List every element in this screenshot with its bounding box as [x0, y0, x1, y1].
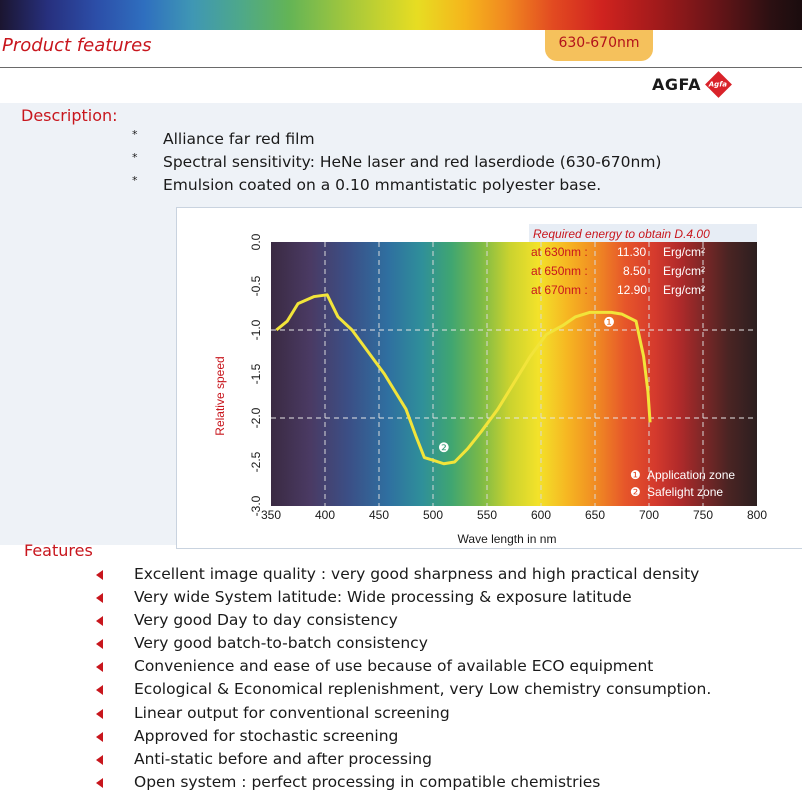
x-axis-ticks: [261, 508, 767, 522]
legend-item-safelight: Safelight zone: [647, 485, 724, 499]
feature-item: Convenience and ease of use because of available ECO equipment: [93, 655, 711, 678]
feature-item: Linear output for conventional screening: [93, 702, 711, 725]
agfa-diamond-icon: Agfa: [705, 71, 732, 98]
svg-text:Erg/cm²: Erg/cm²: [663, 264, 705, 278]
energy-row: [531, 283, 705, 297]
chart-svg: [177, 208, 802, 548]
arrow-left-icon: [96, 732, 103, 742]
asterisk-icon: *: [132, 128, 138, 141]
svg-text:at 630nm :: at 630nm :: [531, 245, 588, 259]
x-tick-label: 650: [584, 508, 606, 522]
curve-marker: ❷: [437, 440, 450, 456]
y-tick-label: -3.0: [249, 495, 264, 517]
feature-item: Excellent image quality : very good sharpness and high practical density: [93, 563, 711, 586]
agfa-logo: [652, 74, 728, 94]
arrow-left-icon: [96, 662, 103, 672]
y-tick-label: -1.0: [249, 319, 264, 341]
spectral-sensitivity-chart: [176, 207, 802, 549]
brand-name: AGFA: [652, 74, 701, 94]
x-axis-label: Wave length in nm: [457, 532, 557, 546]
spectrum-banner: [0, 0, 802, 30]
arrow-left-icon: [96, 570, 103, 580]
x-tick-label: 550: [476, 508, 498, 522]
x-tick-label: 400: [314, 508, 336, 522]
svg-text:11.30: 11.30: [617, 245, 647, 259]
arrow-left-icon: [96, 593, 103, 603]
feature-item: Anti-static before and after processing: [93, 748, 711, 771]
x-tick-label: 500: [422, 508, 444, 522]
description-heading: Description:: [21, 106, 118, 125]
application-zone-icon: ❶: [630, 468, 641, 482]
arrow-left-icon: [96, 755, 103, 765]
x-tick-label: 350: [260, 508, 282, 522]
y-tick-label: -2.5: [249, 451, 264, 473]
feature-item: Open system : perfect processing in compatible chemistries: [93, 771, 711, 794]
description-item: * Emulsion coated on a 0.10 mmantistatic polyester base.: [132, 174, 661, 197]
y-tick-label: -1.5: [249, 363, 264, 385]
asterisk-icon: *: [132, 151, 138, 164]
x-tick-label: 600: [530, 508, 552, 522]
description-item: * Spectral sensitivity: HeNe laser and red laserdiode (630-670nm): [132, 151, 661, 174]
y-tick-label: -2.0: [249, 407, 264, 429]
svg-text:8.50: 8.50: [623, 264, 647, 278]
svg-text:at 670nm :: at 670nm :: [531, 283, 588, 297]
x-tick-label: 800: [746, 508, 768, 522]
curve-marker: ❶: [603, 314, 615, 330]
svg-text:Erg/cm²: Erg/cm²: [663, 245, 705, 259]
y-axis-ticks: [249, 233, 263, 516]
safelight-zone-icon: ❷: [630, 485, 641, 499]
energy-row: [531, 245, 705, 259]
features-list: [93, 563, 711, 794]
description-list: [132, 128, 661, 197]
x-tick-label: 700: [638, 508, 660, 522]
energy-box-title: Required energy to obtain D.4.00: [533, 227, 710, 241]
description-item: * Alliance far red film: [132, 128, 661, 151]
asterisk-icon: *: [132, 174, 138, 187]
x-tick-label: 750: [692, 508, 714, 522]
header: [0, 30, 802, 68]
feature-item: Very good batch-to-batch consistency: [93, 632, 711, 655]
y-tick-label: -0.5: [249, 275, 264, 297]
arrow-left-icon: [96, 778, 103, 788]
arrow-left-icon: [96, 685, 103, 695]
y-axis-label: Relative speed: [213, 356, 227, 436]
plot-area: [271, 242, 757, 506]
feature-item: Very wide System latitude: Wide processing & exposure latitude: [93, 586, 711, 609]
arrow-left-icon: [96, 639, 103, 649]
page-title: Product features: [2, 35, 152, 56]
y-tick-label: 0.0: [249, 233, 264, 251]
feature-item: Approved for stochastic screening: [93, 725, 711, 748]
feature-item: Ecological & Economical replenishment, very Low chemistry consumption.: [93, 678, 711, 701]
wavelength-range-tab: 630-670nm: [545, 30, 653, 61]
x-tick-label: 450: [368, 508, 390, 522]
arrow-left-icon: [96, 709, 103, 719]
svg-text:12.90: 12.90: [617, 283, 648, 297]
svg-text:Erg/cm²: Erg/cm²: [663, 283, 705, 297]
features-heading: Features: [24, 541, 93, 560]
arrow-left-icon: [96, 616, 103, 626]
feature-item: Very good Day to day consistency: [93, 609, 711, 632]
svg-text:at 650nm :: at 650nm :: [531, 264, 588, 278]
legend-item-application: Application zone: [647, 468, 736, 482]
